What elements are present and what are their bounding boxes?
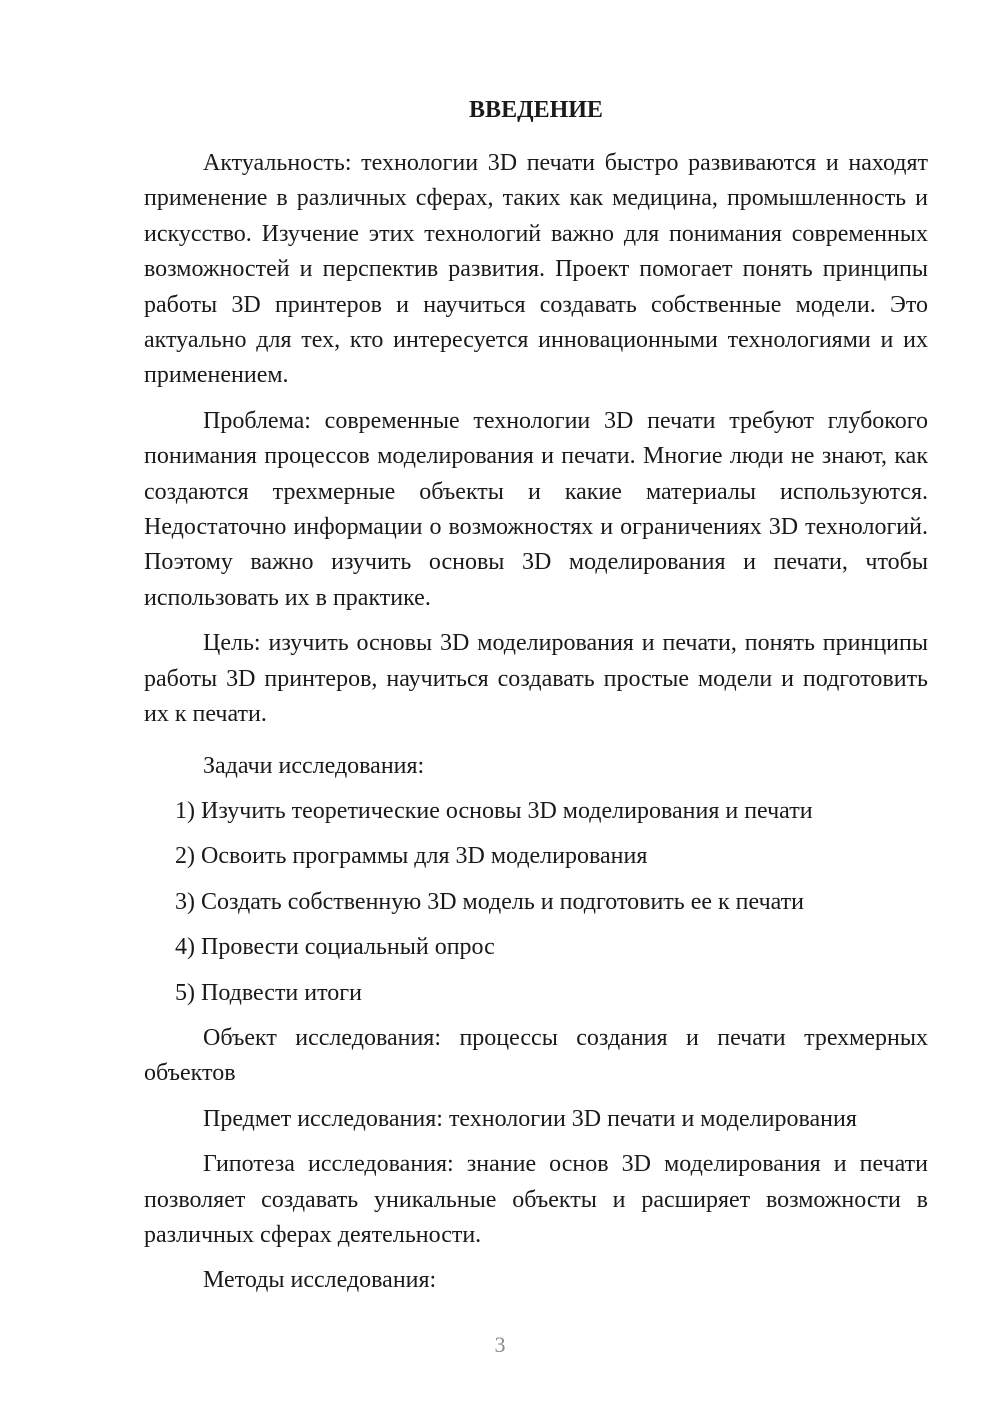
list-item: 3) Создать собственную 3D модель и подготовить ее к печати — [175, 888, 805, 915]
list-item: 5) Подвести итоги — [175, 979, 362, 1006]
page-content — [144, 94, 928, 1299]
paragraph-relevance: Актуальность: технологии 3D печати быстро развиваются и находят применение в различных сферах, таких как медицина, промышленность и искусство. Изучение этих технологий важно для понимания современных возможностей и перспектив развития. Проект помогает понять принципы работы 3D принтеров и научиться создавать собственные модели. Это актуально для тех, кто интересуется инновационными технологиями и их применением. — [144, 150, 928, 389]
list-item: 1) Изучить теоретические основы 3D моделирования и печати — [175, 797, 813, 824]
paragraph-hypothesis: Гипотеза исследования: знание основ 3D моделирования и печати позволяет создавать уникальные объекты и расширяет возможности в различных сферах деятельности. — [144, 1151, 928, 1248]
paragraph-goal: Цель: изучить основы 3D моделирования и печати, понять принципы работы 3D принтеров, научиться создавать простые модели и подготовить их к печати. — [144, 630, 928, 728]
section-heading: ВВЕДЕНИЕ — [469, 97, 603, 123]
list-item: 4) Провести социальный опрос — [175, 934, 495, 961]
paragraph-subject: Предмет исследования: технологии 3D печати и моделирования — [203, 1105, 857, 1132]
paragraph-methods: Методы исследования: — [203, 1267, 437, 1294]
paragraph-problem: Проблема: современные технологии 3D печати требуют глубокого понимания процессов моделирования и печати. Многие люди не знают, как создаются трехмерные объекты и какие материалы используются. Недостаточно информации о возможностях и ограничениях 3D технологий. Поэтому важно изучить основы 3D моделирования и печати, чтобы использовать их в практике. — [144, 407, 928, 611]
paragraph-object: Объект исследования: процессы создания и печати трехмерных объектов — [144, 1024, 928, 1087]
page-number: 3 — [494, 1332, 506, 1357]
list-item: 2) Освоить программы для 3D моделирования — [175, 843, 648, 870]
paragraph-tasks-heading: Задачи исследования: — [203, 752, 425, 779]
